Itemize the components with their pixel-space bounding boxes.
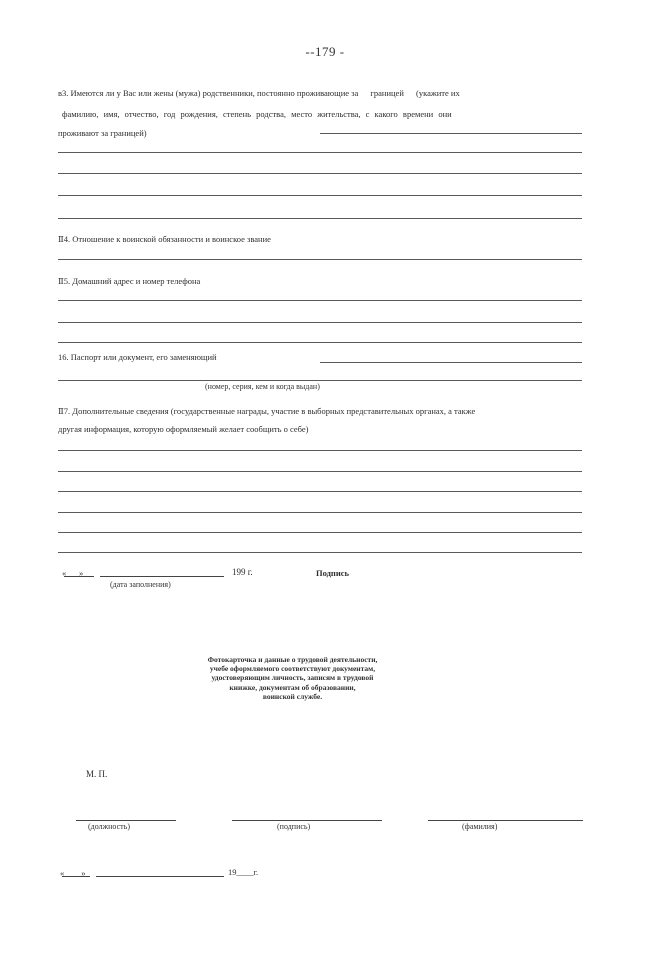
q15-label: Ⅱ5. Домашний адрес и номер телефона	[58, 276, 201, 286]
q13-line1-end: (укажите их	[416, 88, 460, 98]
surname-caption: (фамилия)	[462, 822, 498, 831]
q17-answer-line[interactable]	[58, 471, 582, 472]
photo-note-line: учебе оформляемого соответствуют документам,	[209, 664, 376, 674]
q17-line2: другая информация, которую оформляемый желает сообщить о себе)	[58, 424, 309, 434]
q15-answer-line[interactable]	[58, 300, 582, 301]
fill-date-year: 199 г.	[232, 567, 253, 577]
bottom-date-year: 19____г.	[228, 867, 259, 877]
q17-answer-line[interactable]	[58, 532, 582, 533]
stamp-place-label: М. П.	[86, 769, 108, 779]
q14-answer-line[interactable]	[58, 259, 582, 260]
page-number: --179 -	[305, 44, 345, 59]
position-caption: (должность)	[88, 822, 130, 831]
q13-answer-line[interactable]	[58, 218, 582, 219]
q15-answer-line[interactable]	[58, 342, 582, 343]
photo-note	[170, 655, 415, 701]
q17-answer-line[interactable]	[58, 491, 582, 492]
bottom-date-month-line[interactable]	[96, 876, 224, 877]
q13-answer-line[interactable]	[58, 173, 582, 174]
q16-answer-line[interactable]	[58, 380, 582, 381]
q13-answer-line[interactable]	[320, 133, 582, 134]
signature-line[interactable]	[232, 820, 382, 821]
q15-answer-line[interactable]	[58, 322, 582, 323]
photo-note-line: книжке, документам об образовании,	[229, 682, 356, 692]
q17-line1: Ⅱ7. Дополнительные сведения (государственные награды, участие в выборных представительных органах, а также	[58, 406, 476, 416]
bottom-date-prefix: «____»	[60, 868, 86, 878]
signature-caption: (подпись)	[277, 822, 311, 831]
q13-answer-line[interactable]	[58, 152, 582, 153]
q16-answer-line[interactable]	[320, 362, 582, 363]
position-line[interactable]	[76, 820, 176, 821]
q13-answer-line[interactable]	[58, 195, 582, 196]
q17-answer-line[interactable]	[58, 450, 582, 451]
q13-line3: проживают за границей)	[58, 128, 147, 138]
fill-date-caption: (дата заполнения)	[110, 580, 171, 589]
fill-date-month-line[interactable]	[100, 576, 224, 577]
q13-line1-start: в3. Имеются ли у Вас или жены (мужа) родственники, постоянно проживающие за	[58, 88, 359, 98]
photo-note-line: воинской службе.	[262, 691, 323, 701]
q13-line1	[58, 88, 460, 98]
bottom-date-day-line[interactable]	[62, 876, 90, 877]
fill-date-prefix: «___»	[62, 568, 84, 578]
q17-answer-line[interactable]	[58, 552, 582, 553]
fill-date-day-line[interactable]	[64, 576, 94, 577]
q17-answer-line[interactable]	[58, 512, 582, 513]
photo-note-line: удостоверяющим личность, записям в трудовой	[211, 673, 374, 683]
signature-label: Подпись	[316, 568, 349, 578]
q16-label: 16. Паспорт или документ, его заменяющий	[58, 352, 217, 362]
surname-line[interactable]	[428, 820, 583, 821]
q16-caption: (номер, серия, кем и когда выдан)	[205, 382, 320, 391]
q13-line2: фамилию, имя, отчество, год рождения, степень родства, место жительства, с какого времени они	[62, 109, 452, 119]
q13-line1-mid: границей	[370, 88, 404, 98]
photo-note-line: Фотокарточка и данные о трудовой деятельности,	[207, 655, 378, 664]
q14-label: Ⅱ4. Отношение к воинской обязанности и воинское звание	[58, 234, 271, 244]
